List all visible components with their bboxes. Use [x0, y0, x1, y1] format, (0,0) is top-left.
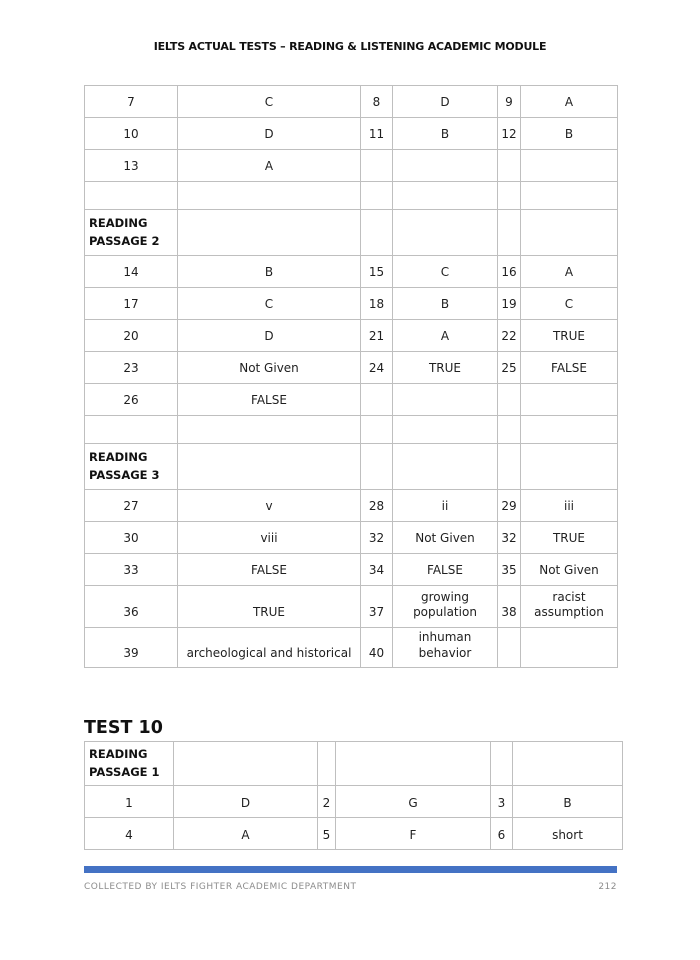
question-number-cell: 32	[361, 522, 393, 554]
answer-cell: C	[521, 288, 618, 320]
empty-cell	[498, 210, 521, 256]
empty-cell	[521, 444, 618, 490]
empty-cell	[513, 742, 623, 786]
question-number-cell: 39	[85, 628, 178, 668]
answer-cell: A	[521, 256, 618, 288]
answer-cell: Not Given	[393, 522, 498, 554]
answer-cell: F	[336, 818, 491, 850]
answer-cell: FALSE	[178, 384, 361, 416]
empty-cell	[178, 444, 361, 490]
answer-cell: B	[513, 786, 623, 818]
answer-cell: A	[393, 320, 498, 352]
question-number-cell: 5	[318, 818, 336, 850]
empty-cell	[174, 742, 318, 786]
empty-cell	[521, 210, 618, 256]
question-number-cell: 38	[498, 586, 521, 628]
answer-cell: racist assumption	[521, 586, 618, 628]
question-number-cell: 18	[361, 288, 393, 320]
passage-label-cell: READING PASSAGE 1	[85, 742, 174, 786]
table-row	[85, 586, 618, 628]
empty-cell	[393, 444, 498, 490]
empty-cell	[393, 182, 498, 210]
empty-cell	[361, 444, 393, 490]
answer-cell: inhuman behavior	[393, 628, 498, 668]
section-row	[85, 742, 623, 786]
answer-cell: growing population	[393, 586, 498, 628]
question-number-cell: 26	[85, 384, 178, 416]
table-row	[85, 522, 618, 554]
table-row	[85, 150, 618, 182]
table-row	[85, 288, 618, 320]
table-row	[85, 86, 618, 118]
answer-cell: Not Given	[521, 554, 618, 586]
answer-cell: B	[393, 288, 498, 320]
empty-cell	[521, 384, 618, 416]
empty-cell	[336, 742, 491, 786]
empty-cell	[498, 444, 521, 490]
page-number: 212	[598, 882, 617, 892]
question-number-cell: 12	[498, 118, 521, 150]
question-number-cell: 1	[85, 786, 174, 818]
table-row	[85, 554, 618, 586]
table-row	[85, 384, 618, 416]
empty-cell	[178, 416, 361, 444]
empty-cell	[498, 416, 521, 444]
question-number-cell: 22	[498, 320, 521, 352]
empty-cell	[498, 384, 521, 416]
empty-cell	[498, 150, 521, 182]
footer-credit-text: COLLECTED BY IELTS FIGHTER ACADEMIC DEPARTMENT	[84, 882, 357, 892]
question-number-cell: 10	[85, 118, 178, 150]
answer-cell: A	[178, 150, 361, 182]
question-number-cell: 23	[85, 352, 178, 384]
test10-heading: TEST 10	[84, 718, 163, 739]
question-number-cell: 14	[85, 256, 178, 288]
empty-cell	[393, 210, 498, 256]
answer-cell: B	[178, 256, 361, 288]
answer-cell: B	[393, 118, 498, 150]
table-row	[85, 628, 618, 668]
question-number-cell: 36	[85, 586, 178, 628]
table-row	[85, 256, 618, 288]
question-number-cell: 27	[85, 490, 178, 522]
answer-cell: archeological and historical	[178, 628, 361, 668]
table-row	[85, 490, 618, 522]
empty-cell	[178, 210, 361, 256]
answer-cell: C	[178, 288, 361, 320]
question-number-cell: 15	[361, 256, 393, 288]
answer-cell: D	[178, 118, 361, 150]
empty-cell	[85, 416, 178, 444]
question-number-cell: 20	[85, 320, 178, 352]
spacer-row	[85, 416, 618, 444]
answer-cell: C	[393, 256, 498, 288]
empty-cell	[361, 384, 393, 416]
question-number-cell: 16	[498, 256, 521, 288]
question-number-cell: 25	[498, 352, 521, 384]
empty-cell	[393, 384, 498, 416]
footer-accent-bar	[84, 866, 617, 873]
question-number-cell: 30	[85, 522, 178, 554]
spacer-row	[85, 182, 618, 210]
empty-cell	[491, 742, 513, 786]
question-number-cell: 6	[491, 818, 513, 850]
question-number-cell: 24	[361, 352, 393, 384]
answer-cell: ii	[393, 490, 498, 522]
answer-cell: TRUE	[178, 586, 361, 628]
question-number-cell: 9	[498, 86, 521, 118]
empty-cell	[361, 416, 393, 444]
empty-cell	[521, 416, 618, 444]
question-number-cell: 29	[498, 490, 521, 522]
question-number-cell: 28	[361, 490, 393, 522]
question-number-cell: 17	[85, 288, 178, 320]
answer-cell: FALSE	[521, 352, 618, 384]
empty-cell	[521, 628, 618, 668]
table-row	[85, 320, 618, 352]
section-row	[85, 444, 618, 490]
table-row	[85, 818, 623, 850]
question-number-cell: 34	[361, 554, 393, 586]
answer-cell: TRUE	[393, 352, 498, 384]
answer-cell: viii	[178, 522, 361, 554]
table-row	[85, 352, 618, 384]
question-number-cell: 21	[361, 320, 393, 352]
question-number-cell: 33	[85, 554, 178, 586]
answer-cell: C	[178, 86, 361, 118]
question-number-cell: 8	[361, 86, 393, 118]
question-number-cell: 7	[85, 86, 178, 118]
question-number-cell: 19	[498, 288, 521, 320]
empty-cell	[361, 210, 393, 256]
answer-cell: D	[174, 786, 318, 818]
passage-label-cell: READING PASSAGE 2	[85, 210, 178, 256]
answer-cell: FALSE	[393, 554, 498, 586]
answer-cell: A	[521, 86, 618, 118]
question-number-cell: 40	[361, 628, 393, 668]
passage-label-cell: READING PASSAGE 3	[85, 444, 178, 490]
answer-cell: v	[178, 490, 361, 522]
answer-cell: iii	[521, 490, 618, 522]
answer-cell: TRUE	[521, 522, 618, 554]
question-number-cell: 13	[85, 150, 178, 182]
answer-cell: A	[174, 818, 318, 850]
empty-cell	[85, 182, 178, 210]
empty-cell	[361, 182, 393, 210]
empty-cell	[393, 150, 498, 182]
question-number-cell: 4	[85, 818, 174, 850]
test9-answer-table	[84, 85, 618, 668]
table-row	[85, 118, 618, 150]
empty-cell	[521, 182, 618, 210]
page-footer	[84, 866, 617, 892]
empty-cell	[318, 742, 336, 786]
empty-cell	[498, 628, 521, 668]
answer-cell: Not Given	[178, 352, 361, 384]
answer-cell: D	[178, 320, 361, 352]
answer-cell: TRUE	[521, 320, 618, 352]
empty-cell	[521, 150, 618, 182]
empty-cell	[361, 150, 393, 182]
test10-answer-table	[84, 741, 623, 850]
question-number-cell: 35	[498, 554, 521, 586]
answer-cell: B	[521, 118, 618, 150]
section-row	[85, 210, 618, 256]
question-number-cell: 32	[498, 522, 521, 554]
answer-cell: D	[393, 86, 498, 118]
empty-cell	[498, 182, 521, 210]
question-number-cell: 3	[491, 786, 513, 818]
answer-cell: G	[336, 786, 491, 818]
table-row	[85, 786, 623, 818]
question-number-cell: 37	[361, 586, 393, 628]
document-title: IELTS ACTUAL TESTS – READING & LISTENING ACADEMIC MODULE	[153, 40, 547, 53]
question-number-cell: 2	[318, 786, 336, 818]
answer-cell: FALSE	[178, 554, 361, 586]
answer-cell: short	[513, 818, 623, 850]
footer-row	[84, 882, 617, 892]
question-number-cell: 11	[361, 118, 393, 150]
empty-cell	[393, 416, 498, 444]
empty-cell	[178, 182, 361, 210]
